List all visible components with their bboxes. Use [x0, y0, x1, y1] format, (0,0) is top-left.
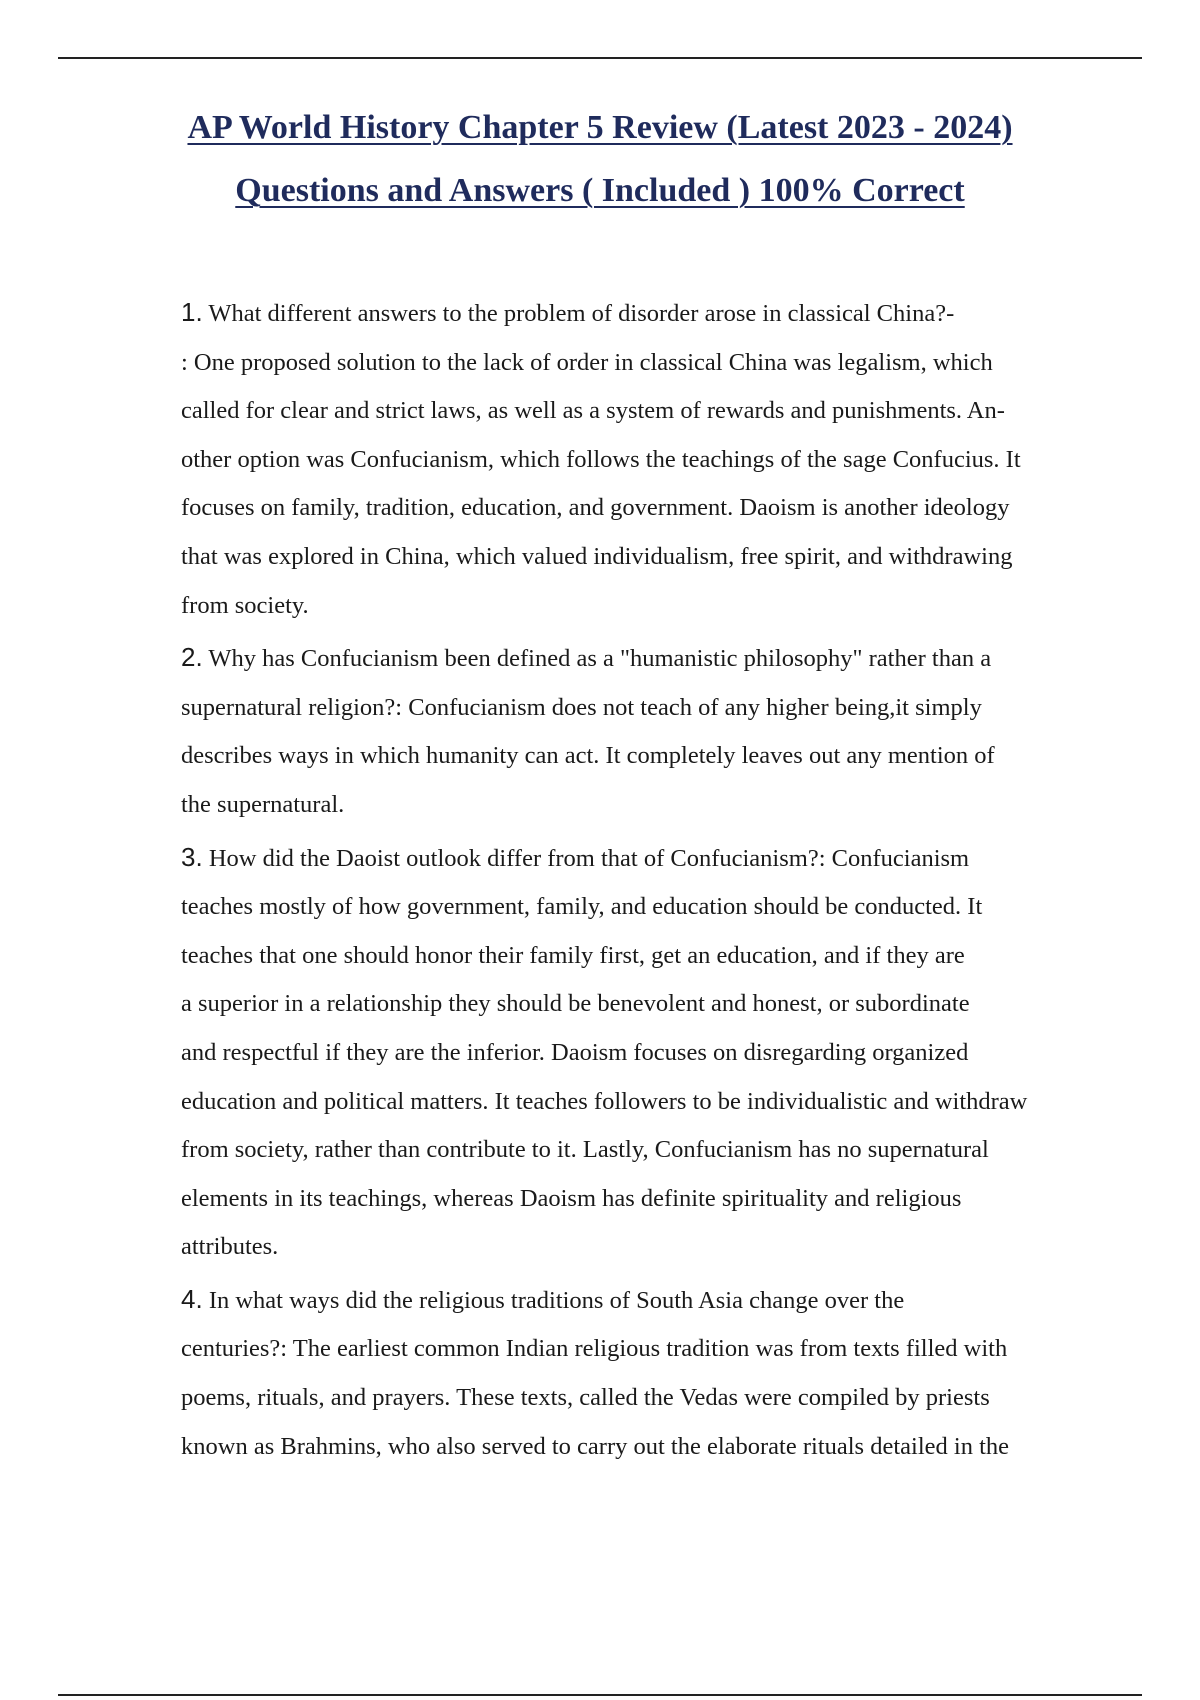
qa-line: a superior in a relationship they should be benevolent and honest, or subordinate: [181, 990, 970, 1018]
qa-line: from society, rather than contribute to it. Lastly, Confucianism has no supernatural: [181, 1136, 989, 1164]
qa-line: other option was Confucianism, which follows the teachings of the sage Confucius. It: [181, 445, 1021, 473]
qa-item-3: [181, 833, 1138, 1272]
qa-line: centuries?: The earliest common Indian religious tradition was from texts filled with: [181, 1335, 1008, 1363]
qa-line: poems, rituals, and prayers. These texts, called the Vedas were compiled by priests: [181, 1384, 990, 1412]
qa-line: teaches mostly of how government, family, and education should be conducted. It: [181, 893, 983, 921]
header-rule: [58, 57, 1142, 59]
qa-line: : One proposed solution to the lack of order in classical China was legalism, which: [181, 348, 993, 376]
qa-line: elements in its teachings, whereas Daoism has definite spirituality and religious: [181, 1184, 962, 1212]
qa-line: attributes.: [181, 1233, 279, 1261]
document-title: [60, 108, 1140, 234]
qa-line: the supernatural.: [181, 790, 345, 818]
question-number: 2.: [181, 642, 203, 673]
question-number: 4.: [181, 1283, 203, 1314]
qa-line: focuses on family, tradition, education, and government. Daoism is another ideology: [181, 494, 1010, 522]
qa-item-2: [181, 633, 1138, 829]
qa-line: known as Brahmins, who also served to carry out the elaborate rituals detailed in the: [181, 1432, 1009, 1460]
qa-item-4: [181, 1275, 1138, 1471]
qa-line: and respectful if they are the inferior. Daoism focuses on disregarding organized: [181, 1038, 969, 1066]
qa-line: [181, 833, 1138, 884]
qa-line: teaches that one should honor their family first, get an education, and if they are: [181, 941, 965, 969]
qa-line: from society.: [181, 591, 309, 619]
footer-rule: [58, 1694, 1142, 1696]
question-number: 1.: [181, 297, 203, 327]
question-text: How did the Daoist outlook differ from that of Confucianism?: Confucianism: [208, 844, 970, 872]
qa-line: describes ways in which humanity can act. It completely leaves out any mention of: [181, 742, 995, 770]
qa-line: [181, 633, 1138, 684]
qa-line: called for clear and strict laws, as well as a system of rewards and punishments. An-: [181, 397, 1005, 425]
qa-item-1: [181, 288, 1138, 630]
title-line-2: Questions and Answers ( Included ) 100% Correct: [235, 172, 965, 209]
question-text: In what ways did the religious traditions of South Asia change over the: [208, 1286, 905, 1314]
qa-list: [181, 288, 1138, 1474]
qa-line: supernatural religion?: Confucianism does not teach of any higher being,it simply: [181, 693, 982, 721]
title-line-1: AP World History Chapter 5 Review (Latest 2023 - 2024): [187, 109, 1013, 146]
qa-line: education and political matters. It teaches followers to be individualistic and withdraw: [181, 1087, 1028, 1115]
question-number: 3.: [181, 841, 203, 872]
question-text: Why has Confucianism been defined as a "humanistic philosophy" rather than a: [208, 645, 992, 673]
question-text: What different answers to the problem of disorder arose in classical China?-: [208, 300, 955, 327]
qa-line: that was explored in China, which valued individualism, free spirit, and withdrawing: [181, 542, 1013, 570]
qa-line: [181, 288, 1138, 339]
qa-line: [181, 1275, 1138, 1326]
